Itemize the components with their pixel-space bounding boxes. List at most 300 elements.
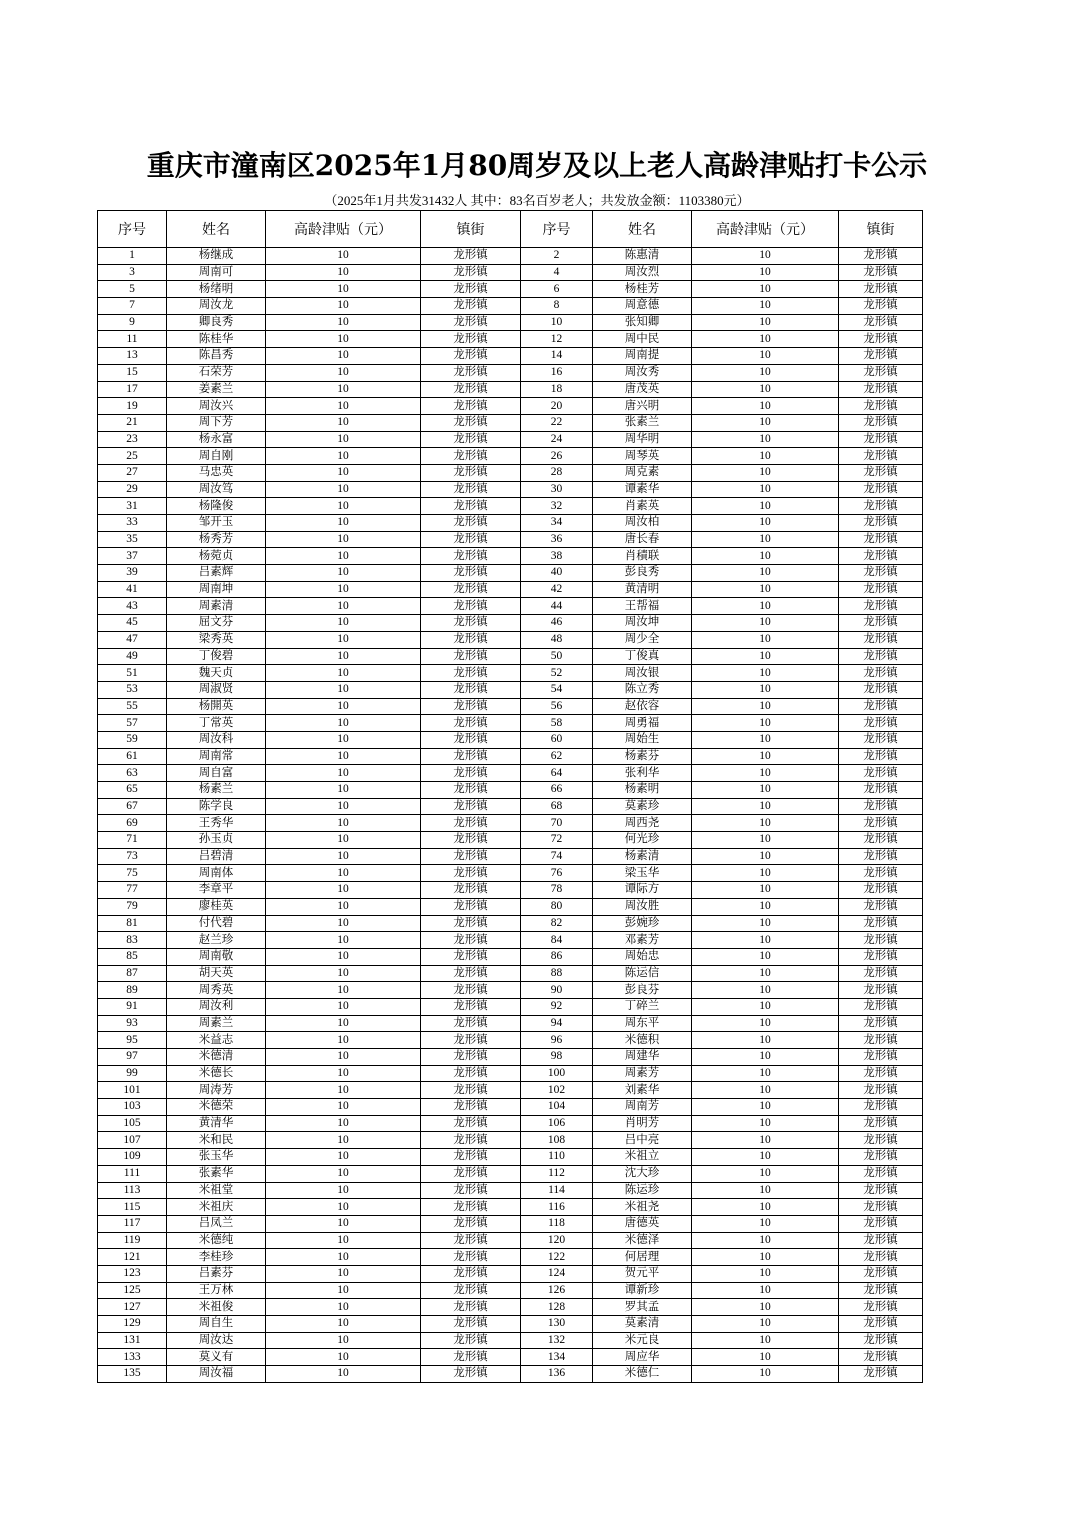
header-seq-right: 序号 xyxy=(521,211,593,248)
cell-allowance: 10 xyxy=(266,531,421,548)
cell-name: 张知卿 xyxy=(593,314,692,331)
cell-seq: 16 xyxy=(521,364,593,381)
cell-allowance: 10 xyxy=(692,1165,839,1182)
cell-town: 龙形镇 xyxy=(421,1299,521,1316)
cell-seq: 84 xyxy=(521,932,593,949)
cell-name: 陈立秀 xyxy=(593,681,692,698)
cell-town: 龙形镇 xyxy=(839,1149,923,1166)
cell-allowance: 10 xyxy=(266,948,421,965)
cell-town: 龙形镇 xyxy=(839,398,923,415)
cell-town: 龙形镇 xyxy=(421,1049,521,1066)
cell-allowance: 10 xyxy=(692,348,839,365)
cell-town: 龙形镇 xyxy=(839,414,923,431)
cell-seq: 9 xyxy=(98,314,167,331)
cell-allowance: 10 xyxy=(266,648,421,665)
cell-town: 龙形镇 xyxy=(839,348,923,365)
cell-name: 邹开玉 xyxy=(167,515,266,532)
cell-town: 龙形镇 xyxy=(839,431,923,448)
cell-name: 张利华 xyxy=(593,765,692,782)
cell-name: 黄清华 xyxy=(167,1115,266,1132)
cell-allowance: 10 xyxy=(692,1149,839,1166)
cell-town: 龙形镇 xyxy=(421,448,521,465)
cell-town: 龙形镇 xyxy=(421,1182,521,1199)
cell-allowance: 10 xyxy=(692,381,839,398)
page-subtitle: （2025年1月共发31432人 其中：83名百岁老人；共发放金额：1103380元） xyxy=(324,193,750,208)
cell-allowance: 10 xyxy=(266,615,421,632)
cell-seq: 11 xyxy=(98,331,167,348)
cell-name: 吕素辉 xyxy=(167,565,266,582)
cell-seq: 61 xyxy=(98,748,167,765)
cell-allowance: 10 xyxy=(266,281,421,298)
table-row xyxy=(98,1282,923,1299)
cell-seq: 78 xyxy=(521,882,593,899)
cell-town: 龙形镇 xyxy=(421,798,521,815)
cell-allowance: 10 xyxy=(266,1332,421,1349)
cell-allowance: 10 xyxy=(266,581,421,598)
cell-town: 龙形镇 xyxy=(421,1282,521,1299)
table-row xyxy=(98,515,923,532)
cell-name: 周自生 xyxy=(167,1316,266,1333)
table-row xyxy=(98,1249,923,1266)
cell-seq: 133 xyxy=(98,1349,167,1366)
cell-town: 龙形镇 xyxy=(421,965,521,982)
table-row xyxy=(98,531,923,548)
table-row xyxy=(98,398,923,415)
cell-allowance: 10 xyxy=(266,398,421,415)
cell-seq: 98 xyxy=(521,1049,593,1066)
cell-name: 张素兰 xyxy=(593,414,692,431)
cell-seq: 34 xyxy=(521,515,593,532)
cell-seq: 51 xyxy=(98,665,167,682)
cell-seq: 39 xyxy=(98,565,167,582)
cell-allowance: 10 xyxy=(692,481,839,498)
cell-name: 谭素华 xyxy=(593,481,692,498)
cell-seq: 125 xyxy=(98,1282,167,1299)
table-row xyxy=(98,765,923,782)
cell-town: 龙形镇 xyxy=(839,765,923,782)
table-row xyxy=(98,1316,923,1333)
cell-name: 肖素英 xyxy=(593,498,692,515)
cell-seq: 126 xyxy=(521,1282,593,1299)
cell-name: 周汝秀 xyxy=(593,364,692,381)
cell-name: 陈惠清 xyxy=(593,248,692,265)
cell-town: 龙形镇 xyxy=(421,615,521,632)
cell-town: 龙形镇 xyxy=(421,348,521,365)
cell-allowance: 10 xyxy=(692,1249,839,1266)
cell-town: 龙形镇 xyxy=(839,248,923,265)
cell-name: 米祖堂 xyxy=(167,1182,266,1199)
cell-name: 唐德英 xyxy=(593,1215,692,1232)
cell-seq: 82 xyxy=(521,915,593,932)
cell-name: 米和民 xyxy=(167,1132,266,1149)
cell-name: 贺元平 xyxy=(593,1265,692,1282)
cell-seq: 63 xyxy=(98,765,167,782)
cell-allowance: 10 xyxy=(266,898,421,915)
cell-town: 龙形镇 xyxy=(839,898,923,915)
table-row xyxy=(98,1082,923,1099)
cell-seq: 83 xyxy=(98,932,167,949)
cell-seq: 59 xyxy=(98,731,167,748)
cell-allowance: 10 xyxy=(266,348,421,365)
cell-allowance: 10 xyxy=(692,1082,839,1099)
cell-allowance: 10 xyxy=(692,1115,839,1132)
cell-seq: 114 xyxy=(521,1182,593,1199)
cell-allowance: 10 xyxy=(266,681,421,698)
cell-seq: 1 xyxy=(98,248,167,265)
cell-seq: 60 xyxy=(521,731,593,748)
table-row xyxy=(98,581,923,598)
cell-seq: 104 xyxy=(521,1099,593,1116)
cell-seq: 62 xyxy=(521,748,593,765)
cell-allowance: 10 xyxy=(692,798,839,815)
cell-name: 周素清 xyxy=(167,598,266,615)
cell-seq: 50 xyxy=(521,648,593,665)
table-row xyxy=(98,698,923,715)
cell-town: 龙形镇 xyxy=(421,681,521,698)
cell-name: 杨桂芳 xyxy=(593,281,692,298)
cell-seq: 18 xyxy=(521,381,593,398)
cell-seq: 72 xyxy=(521,832,593,849)
cell-seq: 24 xyxy=(521,431,593,448)
cell-allowance: 10 xyxy=(692,1065,839,1082)
cell-name: 王帮福 xyxy=(593,598,692,615)
cell-seq: 108 xyxy=(521,1132,593,1149)
cell-name: 周汝科 xyxy=(167,731,266,748)
cell-allowance: 10 xyxy=(266,1099,421,1116)
cell-seq: 2 xyxy=(521,248,593,265)
cell-seq: 22 xyxy=(521,414,593,431)
cell-name: 刘素华 xyxy=(593,1082,692,1099)
cell-town: 龙形镇 xyxy=(421,731,521,748)
cell-allowance: 10 xyxy=(266,1199,421,1216)
table-row xyxy=(98,1132,923,1149)
cell-allowance: 10 xyxy=(266,765,421,782)
cell-town: 龙形镇 xyxy=(421,782,521,799)
cell-allowance: 10 xyxy=(692,631,839,648)
cell-name: 周南芳 xyxy=(593,1099,692,1116)
cell-name: 卿良秀 xyxy=(167,314,266,331)
cell-seq: 5 xyxy=(98,281,167,298)
cell-town: 龙形镇 xyxy=(839,615,923,632)
cell-name: 彭良芬 xyxy=(593,982,692,999)
cell-seq: 57 xyxy=(98,715,167,732)
cell-name: 吕凤兰 xyxy=(167,1215,266,1232)
cell-town: 龙形镇 xyxy=(421,1249,521,1266)
cell-seq: 131 xyxy=(98,1332,167,1349)
cell-name: 张玉华 xyxy=(167,1149,266,1166)
cell-seq: 124 xyxy=(521,1265,593,1282)
cell-allowance: 10 xyxy=(692,731,839,748)
cell-name: 彭良秀 xyxy=(593,565,692,582)
table-row xyxy=(98,1115,923,1132)
cell-town: 龙形镇 xyxy=(421,1366,521,1383)
cell-town: 龙形镇 xyxy=(421,498,521,515)
cell-allowance: 10 xyxy=(266,431,421,448)
cell-name: 石荣芳 xyxy=(167,364,266,381)
cell-seq: 33 xyxy=(98,515,167,532)
table-row xyxy=(98,615,923,632)
cell-name: 周克素 xyxy=(593,464,692,481)
table-row xyxy=(98,782,923,799)
cell-name: 杨素明 xyxy=(593,782,692,799)
table-row xyxy=(98,748,923,765)
cell-allowance: 10 xyxy=(692,581,839,598)
cell-allowance: 10 xyxy=(692,298,839,315)
cell-allowance: 10 xyxy=(692,1349,839,1366)
cell-seq: 58 xyxy=(521,715,593,732)
cell-allowance: 10 xyxy=(692,915,839,932)
cell-allowance: 10 xyxy=(266,298,421,315)
table-row xyxy=(98,815,923,832)
cell-name: 米益志 xyxy=(167,1032,266,1049)
cell-name: 周汝达 xyxy=(167,1332,266,1349)
cell-town: 龙形镇 xyxy=(839,1132,923,1149)
cell-allowance: 10 xyxy=(266,932,421,949)
cell-seq: 85 xyxy=(98,948,167,965)
table-row xyxy=(98,1349,923,1366)
cell-allowance: 10 xyxy=(266,1265,421,1282)
cell-name: 丁俊碧 xyxy=(167,648,266,665)
cell-allowance: 10 xyxy=(266,731,421,748)
table-row xyxy=(98,331,923,348)
cell-allowance: 10 xyxy=(692,848,839,865)
cell-allowance: 10 xyxy=(266,715,421,732)
table-row xyxy=(98,565,923,582)
cell-name: 何居理 xyxy=(593,1249,692,1266)
table-row xyxy=(98,314,923,331)
cell-name: 张素华 xyxy=(167,1165,266,1182)
cell-allowance: 10 xyxy=(692,364,839,381)
cell-name: 王万林 xyxy=(167,1282,266,1299)
cell-allowance: 10 xyxy=(266,882,421,899)
table-row xyxy=(98,932,923,949)
cell-town: 龙形镇 xyxy=(839,548,923,565)
cell-name: 莫素珍 xyxy=(593,798,692,815)
cell-allowance: 10 xyxy=(692,698,839,715)
cell-town: 龙形镇 xyxy=(421,815,521,832)
cell-name: 杨素清 xyxy=(593,848,692,865)
cell-town: 龙形镇 xyxy=(421,298,521,315)
cell-seq: 6 xyxy=(521,281,593,298)
cell-town: 龙形镇 xyxy=(839,865,923,882)
cell-town: 龙形镇 xyxy=(421,1332,521,1349)
cell-allowance: 10 xyxy=(692,1299,839,1316)
allowance-table xyxy=(97,210,923,1383)
cell-allowance: 10 xyxy=(692,414,839,431)
cell-town: 龙形镇 xyxy=(421,1265,521,1282)
table-row xyxy=(98,1049,923,1066)
table-row xyxy=(98,665,923,682)
cell-name: 黄清明 xyxy=(593,581,692,598)
cell-name: 杨開英 xyxy=(167,698,266,715)
table-row xyxy=(98,281,923,298)
cell-name: 周汝利 xyxy=(167,998,266,1015)
cell-seq: 88 xyxy=(521,965,593,982)
cell-seq: 94 xyxy=(521,1015,593,1032)
cell-town: 龙形镇 xyxy=(839,1332,923,1349)
header-town-right: 镇街 xyxy=(839,211,923,248)
cell-name: 米德荣 xyxy=(167,1099,266,1116)
cell-town: 龙形镇 xyxy=(421,1032,521,1049)
cell-name: 周自富 xyxy=(167,765,266,782)
cell-seq: 64 xyxy=(521,765,593,782)
table-row xyxy=(98,715,923,732)
cell-name: 丁常英 xyxy=(167,715,266,732)
cell-allowance: 10 xyxy=(692,715,839,732)
cell-allowance: 10 xyxy=(692,264,839,281)
cell-seq: 113 xyxy=(98,1182,167,1199)
cell-seq: 79 xyxy=(98,898,167,915)
cell-allowance: 10 xyxy=(266,1349,421,1366)
cell-town: 龙形镇 xyxy=(839,1182,923,1199)
cell-seq: 75 xyxy=(98,865,167,882)
cell-seq: 74 xyxy=(521,848,593,865)
cell-allowance: 10 xyxy=(266,798,421,815)
cell-allowance: 10 xyxy=(692,248,839,265)
cell-seq: 87 xyxy=(98,965,167,982)
cell-town: 龙形镇 xyxy=(839,515,923,532)
cell-seq: 23 xyxy=(98,431,167,448)
table-row xyxy=(98,948,923,965)
cell-town: 龙形镇 xyxy=(421,648,521,665)
cell-town: 龙形镇 xyxy=(421,848,521,865)
cell-allowance: 10 xyxy=(266,998,421,1015)
cell-town: 龙形镇 xyxy=(839,1032,923,1049)
cell-town: 龙形镇 xyxy=(839,331,923,348)
cell-seq: 117 xyxy=(98,1215,167,1232)
table-row xyxy=(98,298,923,315)
table-row xyxy=(98,1366,923,1383)
cell-seq: 49 xyxy=(98,648,167,665)
cell-seq: 52 xyxy=(521,665,593,682)
cell-seq: 37 xyxy=(98,548,167,565)
cell-allowance: 10 xyxy=(692,565,839,582)
cell-allowance: 10 xyxy=(266,665,421,682)
cell-town: 龙形镇 xyxy=(421,281,521,298)
cell-allowance: 10 xyxy=(266,1165,421,1182)
table-row xyxy=(98,598,923,615)
cell-name: 周汝烈 xyxy=(593,264,692,281)
cell-allowance: 10 xyxy=(692,832,839,849)
table-row xyxy=(98,431,923,448)
cell-town: 龙形镇 xyxy=(839,1199,923,1216)
cell-allowance: 10 xyxy=(692,1049,839,1066)
cell-name: 周应华 xyxy=(593,1349,692,1366)
cell-allowance: 10 xyxy=(266,248,421,265)
cell-town: 龙形镇 xyxy=(839,665,923,682)
cell-town: 龙形镇 xyxy=(421,1015,521,1032)
cell-name: 米德泽 xyxy=(593,1232,692,1249)
cell-seq: 32 xyxy=(521,498,593,515)
cell-allowance: 10 xyxy=(692,1232,839,1249)
cell-seq: 111 xyxy=(98,1165,167,1182)
cell-name: 周汝福 xyxy=(167,1366,266,1383)
cell-name: 周涛芳 xyxy=(167,1082,266,1099)
cell-town: 龙形镇 xyxy=(839,565,923,582)
cell-allowance: 10 xyxy=(692,1182,839,1199)
cell-allowance: 10 xyxy=(692,464,839,481)
cell-name: 周汝笃 xyxy=(167,481,266,498)
header-seq-left: 序号 xyxy=(98,211,167,248)
cell-town: 龙形镇 xyxy=(839,748,923,765)
cell-town: 龙形镇 xyxy=(839,815,923,832)
cell-name: 莫素清 xyxy=(593,1316,692,1333)
cell-allowance: 10 xyxy=(266,1065,421,1082)
cell-seq: 70 xyxy=(521,815,593,832)
cell-town: 龙形镇 xyxy=(839,681,923,698)
cell-allowance: 10 xyxy=(266,448,421,465)
cell-town: 龙形镇 xyxy=(421,665,521,682)
cell-allowance: 10 xyxy=(692,1332,839,1349)
cell-town: 龙形镇 xyxy=(839,1249,923,1266)
cell-allowance: 10 xyxy=(692,1316,839,1333)
cell-seq: 123 xyxy=(98,1265,167,1282)
cell-seq: 3 xyxy=(98,264,167,281)
cell-allowance: 10 xyxy=(692,1265,839,1282)
cell-seq: 40 xyxy=(521,565,593,582)
cell-town: 龙形镇 xyxy=(839,731,923,748)
cell-town: 龙形镇 xyxy=(421,1115,521,1132)
cell-allowance: 10 xyxy=(692,865,839,882)
cell-seq: 44 xyxy=(521,598,593,615)
cell-allowance: 10 xyxy=(692,598,839,615)
cell-seq: 128 xyxy=(521,1299,593,1316)
cell-allowance: 10 xyxy=(266,1015,421,1032)
table-row xyxy=(98,1149,923,1166)
cell-name: 周始忠 xyxy=(593,948,692,965)
cell-seq: 121 xyxy=(98,1249,167,1266)
cell-seq: 67 xyxy=(98,798,167,815)
cell-town: 龙形镇 xyxy=(839,598,923,615)
table-row xyxy=(98,498,923,515)
header-name-left: 姓名 xyxy=(167,211,266,248)
cell-town: 龙形镇 xyxy=(839,782,923,799)
table-row xyxy=(98,1215,923,1232)
cell-seq: 65 xyxy=(98,782,167,799)
cell-seq: 46 xyxy=(521,615,593,632)
table-row xyxy=(98,548,923,565)
cell-name: 周琴英 xyxy=(593,448,692,465)
cell-name: 周汝银 xyxy=(593,665,692,682)
cell-allowance: 10 xyxy=(266,381,421,398)
cell-seq: 30 xyxy=(521,481,593,498)
cell-seq: 122 xyxy=(521,1249,593,1266)
table-row xyxy=(98,248,923,265)
table-row xyxy=(98,1332,923,1349)
cell-town: 龙形镇 xyxy=(839,1232,923,1249)
table-row xyxy=(98,364,923,381)
table-row xyxy=(98,1199,923,1216)
cell-town: 龙形镇 xyxy=(839,932,923,949)
cell-name: 周汝胜 xyxy=(593,898,692,915)
table-row xyxy=(98,898,923,915)
cell-name: 莫义有 xyxy=(167,1349,266,1366)
cell-seq: 4 xyxy=(521,264,593,281)
cell-seq: 127 xyxy=(98,1299,167,1316)
cell-town: 龙形镇 xyxy=(839,1115,923,1132)
cell-seq: 66 xyxy=(521,782,593,799)
cell-allowance: 10 xyxy=(692,1132,839,1149)
cell-seq: 17 xyxy=(98,381,167,398)
cell-seq: 135 xyxy=(98,1366,167,1383)
cell-allowance: 10 xyxy=(692,448,839,465)
cell-name: 周自刚 xyxy=(167,448,266,465)
cell-name: 吕碧清 xyxy=(167,848,266,865)
cell-seq: 43 xyxy=(98,598,167,615)
cell-town: 龙形镇 xyxy=(421,982,521,999)
cell-name: 陈运珍 xyxy=(593,1182,692,1199)
cell-town: 龙形镇 xyxy=(421,531,521,548)
